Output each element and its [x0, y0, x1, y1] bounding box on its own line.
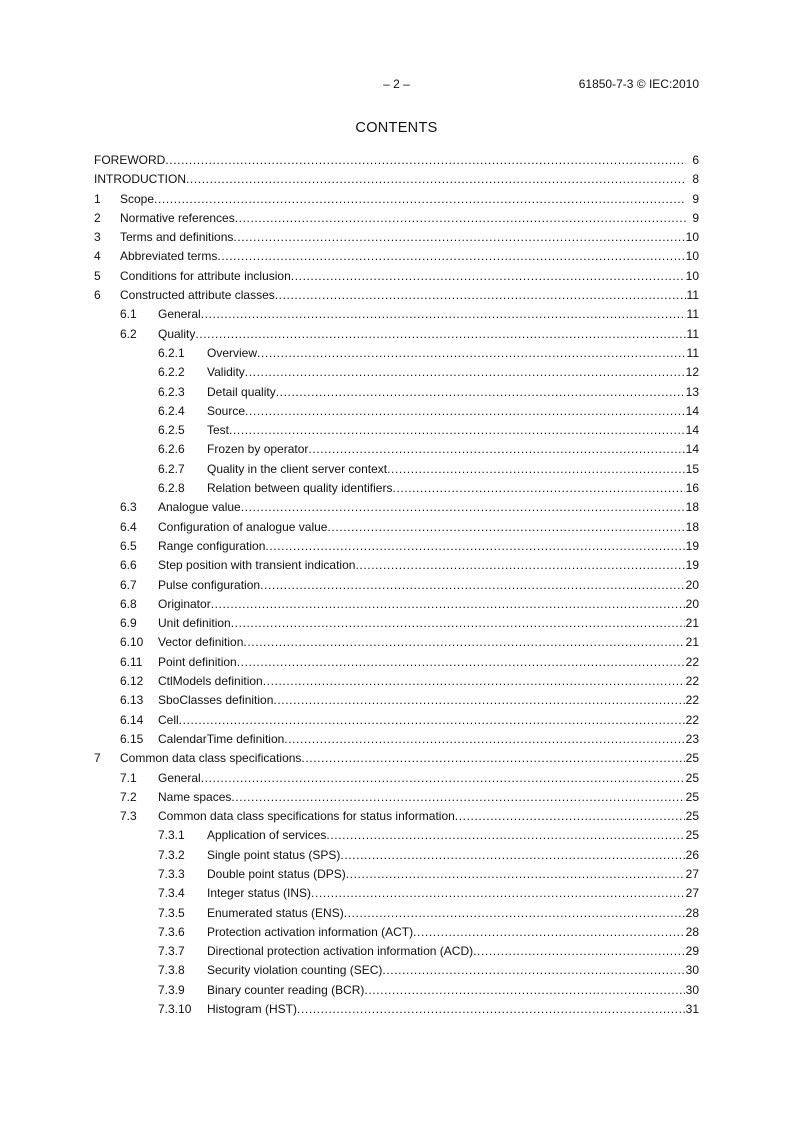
dot-leader	[201, 305, 686, 324]
toc-entry[interactable]	[94, 228, 699, 247]
toc-entry-page: 9	[692, 191, 699, 206]
toc-entry-title: Test	[207, 423, 230, 438]
toc-entry-number: 7.1	[120, 770, 137, 785]
toc-entry-title: SboClasses definition	[158, 693, 274, 708]
toc-entry-title: CtlModels definition	[158, 674, 263, 689]
toc-entry-title: Single point status (SPS)	[207, 847, 341, 862]
toc-entry-page: 15	[685, 461, 699, 476]
dot-leader	[311, 884, 685, 903]
toc-entry-number: 6.2.7	[158, 461, 185, 476]
dot-leader	[186, 170, 686, 189]
document-reference: 61850-7-3 © IEC:2010	[578, 77, 699, 91]
toc-entry-page: 8	[692, 172, 699, 187]
toc-entry[interactable]	[94, 286, 699, 305]
toc-entry-title: Quality	[158, 326, 196, 341]
toc-entry-number: 6.5	[120, 538, 137, 553]
dot-leader	[392, 479, 684, 498]
toc-entry-page: 20	[685, 577, 699, 592]
dot-leader	[233, 228, 684, 247]
toc-entry[interactable]	[94, 325, 699, 344]
dot-leader	[340, 846, 684, 865]
toc-entry-number: 6.2.1	[158, 345, 185, 360]
toc-entry-line	[207, 923, 699, 942]
toc-entry[interactable]	[94, 942, 699, 961]
toc-entry-line	[207, 1000, 699, 1019]
contents-title: CONTENTS	[355, 120, 438, 136]
toc-entry-line	[207, 942, 699, 961]
toc-entry-page: 22	[685, 712, 699, 727]
toc-entry-page: 28	[685, 905, 699, 920]
toc-entry-line	[207, 865, 699, 884]
toc-entry-title: Histogram (HST)	[207, 1002, 298, 1017]
toc-entry-title: Cell	[158, 712, 179, 727]
toc-entry-number: 7.3.2	[158, 847, 185, 862]
toc-entry-number: 6.7	[120, 577, 137, 592]
toc-entry[interactable]	[94, 865, 699, 884]
toc-entry-number: 7.3.5	[158, 905, 185, 920]
toc-entry-page: 28	[685, 924, 699, 939]
toc-entry-line	[207, 884, 699, 903]
toc-entry-title: Constructed attribute classes	[120, 288, 275, 303]
dot-leader	[237, 653, 685, 672]
toc-entry-line	[120, 228, 699, 247]
toc-entry-line	[120, 749, 699, 768]
toc-entry-number: 6.1	[120, 307, 137, 322]
toc-entry-page: 25	[685, 770, 699, 785]
dot-leader	[257, 344, 686, 363]
toc-entry-line	[207, 981, 699, 1000]
toc-entry-title: Common data class specifications	[120, 751, 302, 766]
toc-entry-line	[158, 788, 699, 807]
dot-leader	[229, 421, 685, 440]
toc-entry[interactable]	[94, 691, 699, 710]
toc-entry[interactable]	[94, 421, 699, 440]
page-header	[94, 77, 699, 93]
dot-leader	[327, 518, 684, 537]
dot-leader	[276, 383, 685, 402]
toc-entry-title: Scope	[120, 191, 155, 206]
toc-entry-title: Abbreviated terms	[120, 249, 218, 264]
toc-entry-number: 4	[94, 249, 101, 264]
dot-leader	[241, 498, 685, 517]
dot-leader	[326, 826, 684, 845]
dot-leader	[364, 981, 684, 1000]
toc-entry-number: 1	[94, 191, 101, 206]
toc-entry-title: Vector definition	[158, 635, 244, 650]
toc-entry[interactable]	[94, 769, 699, 788]
dot-leader	[387, 460, 685, 479]
toc-entry-title: Binary counter reading (BCR)	[207, 982, 365, 997]
dot-leader	[243, 633, 684, 652]
toc-entry[interactable]	[94, 807, 699, 826]
dot-leader	[273, 691, 684, 710]
dot-leader	[355, 556, 684, 575]
toc-entry-title: Enumerated status (ENS)	[207, 905, 344, 920]
toc-entry[interactable]	[94, 498, 699, 517]
toc-entry-title: CalendarTime definition	[158, 731, 285, 746]
dot-leader	[301, 749, 684, 768]
dot-leader	[291, 267, 685, 286]
toc-entry-number: 6.9	[120, 616, 137, 631]
toc-entry-page: 9	[692, 210, 699, 225]
toc-entry-line	[158, 595, 699, 614]
toc-entry[interactable]	[94, 846, 699, 865]
toc-entry-number: 6.11	[120, 654, 143, 669]
toc-entry-title: Common data class specifications for status information	[158, 809, 455, 824]
toc-entry-line	[207, 460, 699, 479]
dot-leader	[179, 711, 685, 730]
toc-entry-title: Directional protection activation information (ACD)	[207, 944, 474, 959]
toc-entry-title: Step position with transient indication	[158, 558, 356, 573]
toc-entry-number: 7.3.1	[158, 828, 185, 843]
toc-entry[interactable]	[94, 479, 699, 498]
dot-leader	[344, 904, 685, 923]
toc-entry-number: 3	[94, 230, 101, 245]
toc-entry[interactable]	[94, 440, 699, 459]
toc-entry-number: 6.2	[120, 326, 137, 341]
toc-entry-line	[207, 402, 699, 421]
toc-entry[interactable]	[94, 904, 699, 923]
dot-leader	[275, 286, 686, 305]
toc-entry-line	[207, 421, 699, 440]
toc-entry-number: 6.2.2	[158, 365, 185, 380]
toc-entry-page: 30	[685, 982, 699, 997]
toc-entry-page: 19	[685, 558, 699, 573]
toc-entry[interactable]	[94, 305, 699, 324]
dot-leader	[235, 209, 686, 228]
dot-leader	[473, 942, 685, 961]
toc-entry-line	[158, 614, 699, 633]
toc-entry-title: Point definition	[158, 654, 237, 669]
toc-entry-title: Validity	[207, 365, 245, 380]
dot-leader	[284, 730, 684, 749]
toc-entry-number: 6.4	[120, 519, 137, 534]
toc-entry[interactable]	[94, 190, 699, 209]
toc-entry[interactable]	[94, 170, 699, 189]
toc-entry-page: 22	[685, 654, 699, 669]
toc-entry[interactable]	[94, 614, 699, 633]
toc-entry-title: Source	[207, 403, 246, 418]
toc-entry-number: 7.3	[120, 809, 137, 824]
dot-leader	[346, 865, 685, 884]
toc-entry-page: 11	[686, 288, 699, 303]
toc-entry-title: General	[158, 307, 201, 322]
toc-entry-page: 10	[685, 268, 699, 283]
toc-entry[interactable]	[94, 595, 699, 614]
toc-entry-number: 6.3	[120, 500, 137, 515]
dot-leader	[195, 325, 685, 344]
toc-entry-number: 6.2.6	[158, 442, 185, 457]
toc-entry-title: Application of services	[207, 828, 327, 843]
dot-leader	[265, 537, 684, 556]
dot-leader	[165, 151, 686, 170]
toc-entry-title: Frozen by operator	[207, 442, 309, 457]
toc-entry-line	[207, 846, 699, 865]
toc-entry-number: 6.12	[120, 674, 144, 689]
toc-entry[interactable]	[94, 884, 699, 903]
toc-entry-title: Normative references	[120, 210, 235, 225]
toc-entry[interactable]	[94, 749, 699, 768]
toc-entry-number: 6.10	[120, 635, 144, 650]
toc-entry-page: 10	[685, 230, 699, 245]
dot-leader	[382, 961, 684, 980]
toc-entry-line	[120, 286, 699, 305]
toc-entry[interactable]	[94, 363, 699, 382]
toc-entry-number: 6.2.8	[158, 481, 185, 496]
toc-entry[interactable]	[94, 402, 699, 421]
toc-entry-line	[158, 518, 699, 537]
dot-leader	[231, 614, 685, 633]
toc-entry[interactable]	[94, 247, 699, 266]
toc-entry-page: 25	[685, 809, 699, 824]
dot-leader	[245, 402, 685, 421]
toc-entry-line	[207, 440, 699, 459]
toc-entry-line	[158, 691, 699, 710]
dot-leader	[260, 576, 685, 595]
toc-entry-line	[207, 383, 699, 402]
toc-entry[interactable]	[94, 711, 699, 730]
toc-entry-number: 6.14	[120, 712, 144, 727]
toc-entry-title: Configuration of analogue value	[158, 519, 328, 534]
toc-entry-number: 7.3.6	[158, 924, 185, 939]
toc-entry-number: 6.2.5	[158, 423, 185, 438]
toc-entry-line	[120, 247, 699, 266]
toc-entry-line	[158, 730, 699, 749]
toc-entry-title: Double point status (DPS)	[207, 866, 346, 881]
toc-entry-title: Pulse configuration	[158, 577, 261, 592]
toc-entry-title: FOREWORD	[94, 153, 166, 167]
toc-entry-title: Terms and definitions	[120, 230, 234, 245]
toc-entry[interactable]	[94, 788, 699, 807]
toc-entry-title: Security violation counting (SEC)	[207, 963, 383, 978]
toc-entry-page: 14	[685, 442, 699, 457]
toc-entry-page: 18	[685, 500, 699, 515]
toc-entry-line	[120, 209, 699, 228]
toc-entry[interactable]	[94, 961, 699, 980]
toc-entry[interactable]	[94, 537, 699, 556]
toc-entry-title: Overview	[207, 345, 258, 360]
table-of-contents	[94, 151, 699, 1019]
toc-entry-page: 31	[685, 1002, 699, 1017]
toc-entry-line	[207, 826, 699, 845]
toc-entry-number: 7.3.9	[158, 982, 185, 997]
toc-entry-page: 10	[685, 249, 699, 264]
toc-entry-number: 6.2.4	[158, 403, 185, 418]
toc-entry-number: 7.3.4	[158, 886, 185, 901]
toc-entry-page: 22	[685, 674, 699, 689]
toc-entry-title: Name spaces	[158, 789, 232, 804]
toc-entry[interactable]	[94, 981, 699, 1000]
toc-entry-number: 2	[94, 210, 101, 225]
toc-entry-line	[207, 479, 699, 498]
toc-entry-page: 6	[692, 153, 699, 167]
toc-entry-title: Analogue value	[158, 500, 241, 515]
toc-entry-line	[120, 267, 699, 286]
toc-entry-line	[207, 363, 699, 382]
toc-entry-number: 6.13	[120, 693, 144, 708]
toc-entry[interactable]	[94, 267, 699, 286]
toc-entry-page: 13	[685, 384, 699, 399]
toc-entry-page: 12	[685, 365, 699, 380]
toc-entry-number: 7.3.10	[158, 1002, 192, 1017]
toc-entry-number: 6	[94, 288, 101, 303]
toc-entry-title: General	[158, 770, 201, 785]
toc-entry-line	[158, 711, 699, 730]
toc-entry-title: Protection activation information (ACT)	[207, 924, 414, 939]
toc-entry-number: 7.3.8	[158, 963, 185, 978]
toc-entry-page: 21	[685, 616, 699, 631]
toc-entry-page: 27	[685, 886, 699, 901]
toc-entry[interactable]	[94, 672, 699, 691]
dot-leader	[297, 1000, 685, 1019]
toc-entry-line	[120, 190, 699, 209]
toc-entry-line	[158, 537, 699, 556]
toc-entry[interactable]	[94, 576, 699, 595]
toc-entry-number: 7.3.7	[158, 944, 185, 959]
toc-entry-number: 7	[94, 751, 101, 766]
toc-entry-page: 25	[685, 751, 699, 766]
toc-entry-line	[158, 305, 699, 324]
toc-entry-title: Integer status (INS)	[207, 886, 312, 901]
toc-entry-number: 5	[94, 268, 101, 283]
toc-entry-line	[158, 325, 699, 344]
toc-entry[interactable]	[94, 209, 699, 228]
toc-entry-page: 30	[685, 963, 699, 978]
toc-entry-line	[207, 904, 699, 923]
dot-leader	[231, 788, 684, 807]
dot-leader	[455, 807, 685, 826]
toc-entry-title: INTRODUCTION	[94, 172, 186, 187]
toc-entry[interactable]	[94, 383, 699, 402]
toc-entry-title: Unit definition	[158, 616, 231, 631]
toc-entry-title: Originator	[158, 596, 211, 611]
toc-entry[interactable]	[94, 826, 699, 845]
toc-entry-line	[94, 151, 699, 170]
toc-entry-title: Conditions for attribute inclusion	[120, 268, 291, 283]
toc-entry[interactable]	[94, 151, 699, 170]
dot-leader	[211, 595, 685, 614]
toc-entry-page: 11	[686, 307, 699, 322]
toc-entry-title: Quality in the client server context	[207, 461, 388, 476]
toc-entry-page: 11	[686, 345, 699, 360]
toc-entry-line	[158, 633, 699, 652]
dot-leader	[413, 923, 685, 942]
toc-entry[interactable]	[94, 556, 699, 575]
toc-entry[interactable]	[94, 518, 699, 537]
toc-entry-line	[158, 672, 699, 691]
toc-entry[interactable]	[94, 344, 699, 363]
toc-entry-page: 18	[685, 519, 699, 534]
dot-leader	[201, 769, 685, 788]
toc-entry-title: Detail quality	[207, 384, 276, 399]
dot-leader	[154, 190, 686, 209]
toc-entry-line	[158, 769, 699, 788]
toc-entry-line	[207, 961, 699, 980]
toc-entry[interactable]	[94, 633, 699, 652]
page-number: – 2 –	[383, 77, 410, 91]
toc-entry-page: 14	[685, 423, 699, 438]
toc-entry-number: 7.3.3	[158, 866, 185, 881]
dot-leader	[263, 672, 685, 691]
toc-entry-page: 25	[685, 828, 699, 843]
toc-entry-line	[94, 170, 699, 189]
toc-entry-page: 19	[685, 538, 699, 553]
toc-entry-page: 14	[685, 403, 699, 418]
toc-entry-page: 26	[685, 847, 699, 862]
toc-entry-line	[158, 556, 699, 575]
toc-entry[interactable]	[94, 1000, 699, 1019]
toc-entry-line	[158, 498, 699, 517]
toc-entry[interactable]	[94, 730, 699, 749]
toc-entry-number: 6.15	[120, 731, 144, 746]
dot-leader	[217, 247, 684, 266]
toc-entry-page: 21	[685, 635, 699, 650]
toc-entry-number: 6.6	[120, 558, 137, 573]
toc-entry-line	[158, 807, 699, 826]
toc-entry-page: 29	[685, 944, 699, 959]
toc-entry-title: Relation between quality identifiers	[207, 481, 393, 496]
toc-entry-title: Range configuration	[158, 538, 266, 553]
toc-entry[interactable]	[94, 923, 699, 942]
toc-entry-line	[207, 344, 699, 363]
toc-entry-number: 6.2.3	[158, 384, 185, 399]
toc-entry-line	[158, 653, 699, 672]
toc-entry-line	[158, 576, 699, 595]
toc-entry-page: 23	[685, 731, 699, 746]
toc-entry-page: 11	[686, 326, 699, 341]
toc-entry-page: 27	[685, 866, 699, 881]
toc-entry[interactable]	[94, 653, 699, 672]
toc-entry-number: 7.2	[120, 789, 137, 804]
dot-leader	[245, 363, 685, 382]
toc-entry-page: 20	[685, 596, 699, 611]
dot-leader	[308, 440, 684, 459]
toc-entry[interactable]	[94, 460, 699, 479]
toc-entry-page: 16	[685, 481, 699, 496]
toc-entry-page: 25	[685, 789, 699, 804]
toc-entry-page: 22	[685, 693, 699, 708]
toc-entry-number: 6.8	[120, 596, 137, 611]
